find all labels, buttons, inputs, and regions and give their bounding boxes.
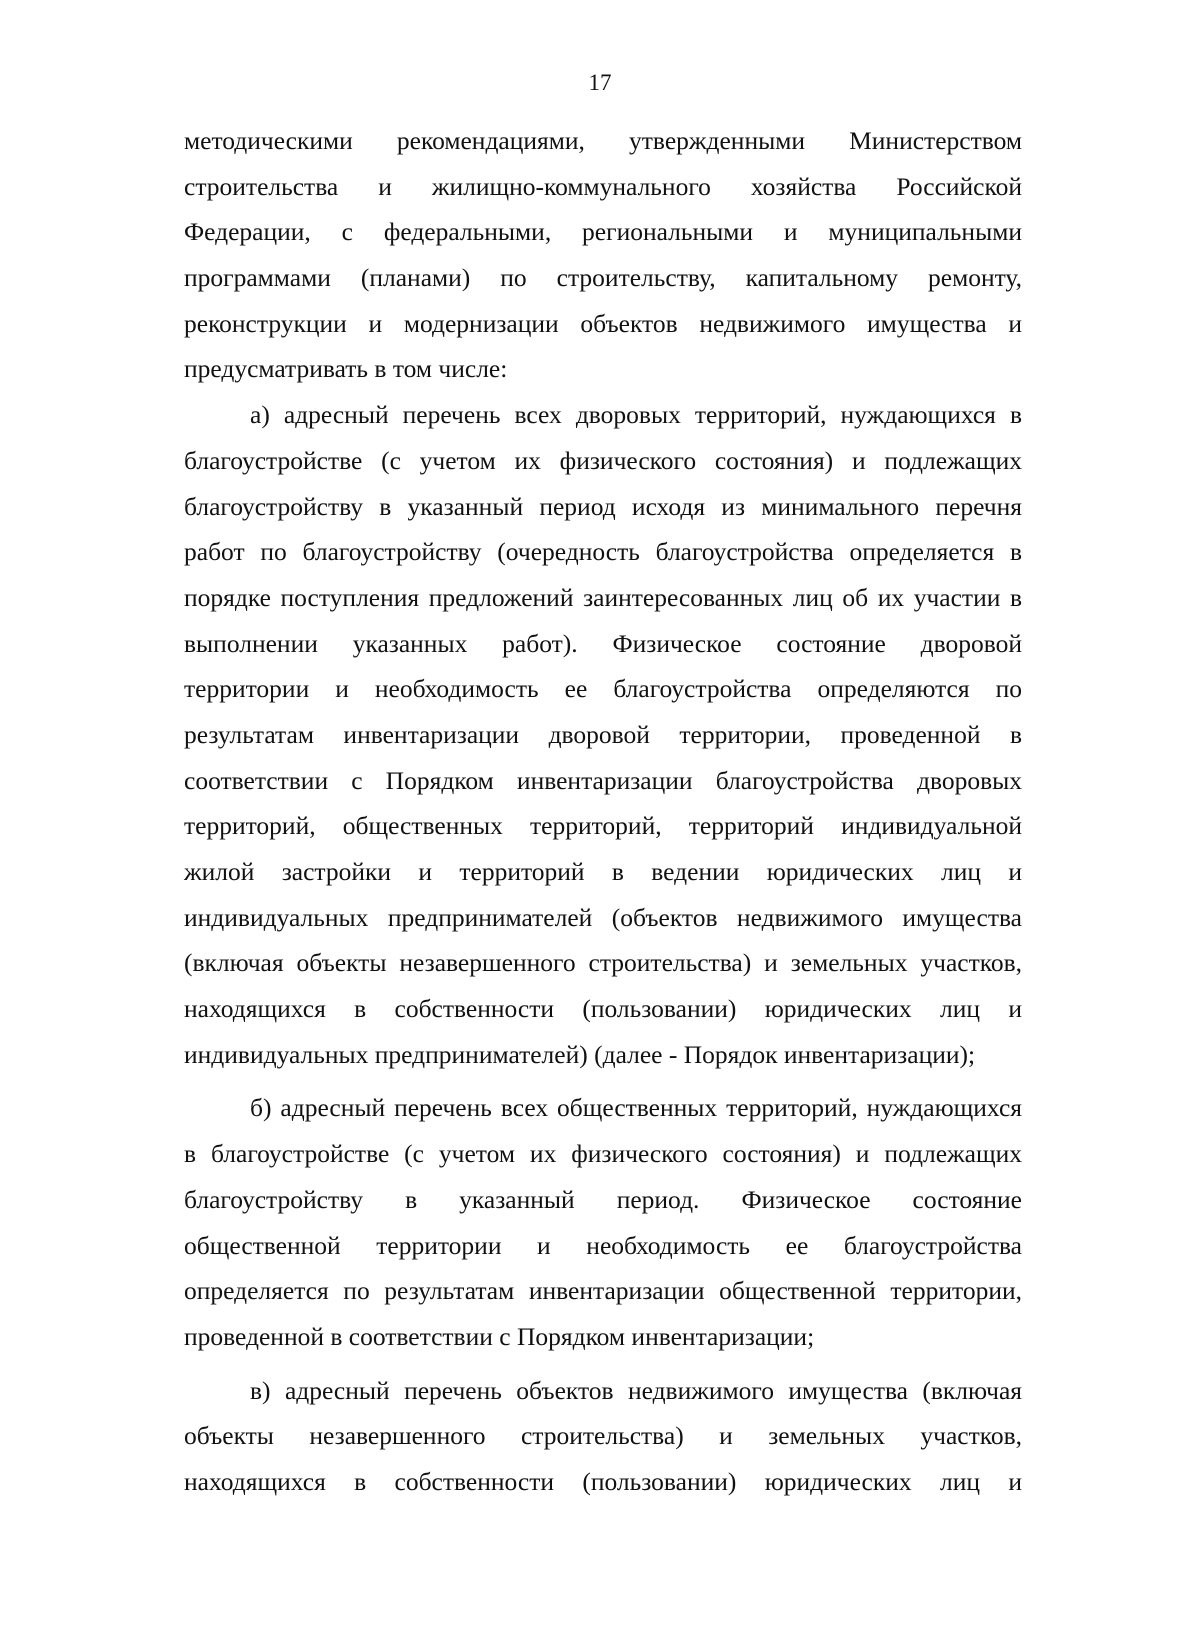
text-line: соответствии с Порядком инвентаризации благоустройства дворовых: [184, 765, 1022, 795]
text-line: б) адресный перечень всех общественных территорий, нуждающихся: [250, 1093, 1022, 1123]
text-line: находящихся в собственности (пользовании) юридических лиц и: [184, 994, 1022, 1024]
text-line: работ по благоустройству (очередность благоустройства определяется в: [184, 537, 1022, 567]
text-line: результатам инвентаризации дворовой территории, проведенной в: [184, 719, 1022, 749]
paragraph-item-a: [184, 392, 1022, 1077]
text-line: жилой застройки и территорий в ведении юридических лиц и: [184, 857, 1022, 886]
paragraph-gap: [184, 1077, 1022, 1085]
paragraph-intro: [184, 118, 1022, 392]
text-line: благоустройству в указанный период исходя из минимального перечня: [184, 491, 1022, 521]
text-line: благоустройстве (с учетом их физического состояния) и подлежащих: [184, 445, 1022, 475]
text-line: выполнении указанных работ). Физическое состояние дворовой: [184, 628, 1022, 658]
text-line: предусматривать в том числе:: [184, 354, 508, 384]
text-line: в благоустройстве (с учетом их физического состояния) и подлежащих: [184, 1139, 1022, 1169]
text-line: благоустройству в указанный период. Физическое состояние: [184, 1184, 1022, 1214]
text-line: порядке поступления предложений заинтересованных лиц об их участии в: [184, 582, 1022, 612]
text-line: а) адресный перечень всех дворовых территорий, нуждающихся в: [250, 400, 1022, 430]
text-line: реконструкции и модернизации объектов недвижимого имущества и: [184, 308, 1022, 338]
text-line: Федерации, с федеральными, региональными и муниципальными: [184, 217, 1022, 247]
text-line: индивидуальных предпринимателей (объектов недвижимого имущества: [184, 902, 1022, 932]
text-line: общественной территории и необходимость ее благоустройства: [184, 1230, 1022, 1260]
paragraph-item-b: [184, 1085, 1022, 1359]
text-line: территории и необходимость ее благоустройства определяются по: [184, 674, 1022, 704]
text-line: программами (планами) по строительству, капитальному ремонту,: [184, 263, 1022, 293]
paragraph-item-v: [184, 1368, 1022, 1505]
text-line: проведенной в соответствии с Порядком инвентаризации;: [184, 1321, 815, 1351]
text-line: находящихся в собственности (пользовании) юридических лиц и: [184, 1466, 1022, 1496]
text-line: в) адресный перечень объектов недвижимого имущества (включая: [250, 1375, 1022, 1405]
page-number: 17: [588, 70, 612, 95]
text-line: определяется по результатам инвентаризации общественной территории,: [184, 1276, 1022, 1306]
document-body: [184, 118, 1022, 1505]
paragraph-gap: [184, 1360, 1022, 1368]
text-line: индивидуальных предпринимателей) (далее - Порядок инвентаризации);: [184, 1039, 976, 1069]
text-line: строительства и жилищно-коммунального хозяйства Российской: [184, 171, 1022, 201]
text-line: методическими рекомендациями, утвержденными Министерством: [184, 126, 1022, 155]
text-line: территорий, общественных территорий, территорий индивидуальной: [184, 811, 1022, 841]
text-line: объекты незавершенного строительства) и земельных участков,: [184, 1421, 1022, 1451]
text-line: (включая объекты незавершенного строительства) и земельных участков,: [184, 948, 1022, 978]
